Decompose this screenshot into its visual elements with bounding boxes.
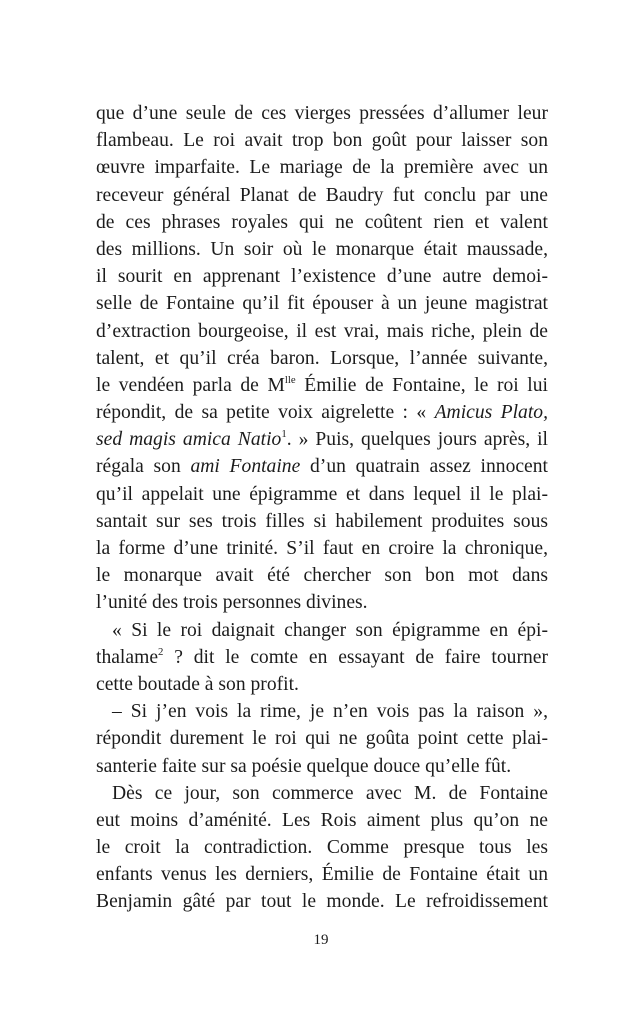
text-run: . » Puis, quelques jours après, il: [286, 429, 548, 451]
text-line: [96, 562, 548, 589]
text-run: l’unité des trois personnes divines.: [96, 592, 368, 614]
text-line: [96, 426, 548, 453]
text-line: [96, 589, 548, 616]
text-run: Émilie de Fontaine, le roi lui: [295, 374, 548, 396]
text-run: d’extraction bourgeoise, il est vrai, mais riche, plein de: [96, 320, 548, 342]
body-text: [96, 100, 548, 916]
text-line: [96, 753, 548, 780]
text-line: [96, 100, 548, 127]
text-run: le croit la contradiction. Comme presque tous les: [96, 837, 548, 859]
superscript: 2: [158, 645, 164, 658]
text-run: « Si le roi daignait changer son épigramme en épi-: [112, 619, 548, 641]
text-run: cette boutade à son profit.: [96, 673, 299, 695]
text-line: [96, 372, 548, 399]
text-run: Dès ce jour, son commerce avec M. de Fontaine: [112, 782, 548, 804]
text-line: [96, 888, 548, 915]
text-run: ? dit le comte en essayant de faire tourner: [163, 646, 548, 668]
text-line: [96, 535, 548, 562]
text-run: la forme d’une trinité. S’il faut en croire la chronique,: [96, 538, 548, 559]
text-line: [96, 453, 548, 480]
page-number: 19: [313, 932, 329, 948]
text-run: enfants venus les derniers, Émilie de Fontaine était un: [96, 864, 548, 886]
text-run: des millions. Un soir où le monarque était maussade,: [96, 238, 548, 260]
text-run: santait sur ses trois filles si habilement produites sous: [96, 510, 548, 532]
text-run: santerie faite sur sa poésie quelque douce qu’elle fût.: [96, 755, 512, 777]
text-line: [96, 644, 548, 671]
text-run: œuvre imparfaite. Le mariage de la première avec un: [96, 157, 548, 179]
italic-text: sed magis amica Natio: [96, 429, 282, 451]
text-run: d’un quatrain assez innocent: [300, 456, 548, 478]
text-run: le vendéen parla de M: [96, 374, 285, 396]
text-run: répondit, de sa petite voix aigrelette : «: [96, 402, 435, 424]
text-line: [96, 154, 548, 181]
text-run: régala son: [96, 456, 191, 478]
text-run: selle de Fontaine qu’il fit épouser à un jeune magistrat: [96, 293, 548, 315]
text-run: talent, et qu’il créa baron. Lorsque, l’année suivante,: [96, 347, 548, 369]
superscript: 1: [281, 428, 287, 441]
text-line: [96, 725, 548, 752]
text-line: [96, 698, 548, 725]
text-line: [96, 345, 548, 372]
text-line: [96, 780, 548, 807]
italic-text: Amicus Plato,: [434, 402, 548, 424]
text-line: [96, 834, 548, 861]
text-line: [96, 671, 548, 698]
text-line: [96, 263, 548, 290]
text-run: répondit durement le roi qui ne goûta point cette plai-: [96, 728, 548, 750]
superscript: lle: [284, 373, 296, 386]
text-run: le monarque avait été chercher son bon mot dans: [96, 565, 548, 587]
text-line: [96, 318, 548, 345]
text-line: [96, 236, 548, 263]
text-run: – Si j’en vois la rime, je n’en vois pas la raison »,: [112, 701, 548, 723]
text-run: Benjamin gâté par tout le monde. Le refroidissement: [96, 891, 548, 913]
text-line: [96, 127, 548, 154]
text-line: [96, 399, 548, 426]
text-run: de ces phrases royales qui ne coûtent rien et valent: [96, 211, 548, 233]
text-run: receveur général Planat de Baudry fut conclu par une: [96, 184, 548, 206]
text-line: [96, 209, 548, 236]
text-line: [96, 508, 548, 535]
text-line: [96, 807, 548, 834]
text-run: que d’une seule de ces vierges pressées d’allumer leur: [96, 103, 548, 124]
text-line: [96, 182, 548, 209]
text-line: [96, 481, 548, 508]
text-line: [96, 617, 548, 644]
text-run: il sourit en apprenant l’existence d’une autre demoi-: [96, 266, 548, 288]
italic-text: ami Fontaine: [190, 456, 301, 478]
text-run: eut moins d’aménité. Les Rois aiment plus qu’on ne: [96, 809, 548, 831]
text-line: [96, 290, 548, 317]
text-line: [96, 861, 548, 888]
text-run: flambeau. Le roi avait trop bon goût pour laisser son: [96, 130, 548, 152]
text-run: thalame: [96, 646, 159, 668]
text-run: qu’il appelait une épigramme et dans lequel il le plai-: [96, 483, 548, 505]
